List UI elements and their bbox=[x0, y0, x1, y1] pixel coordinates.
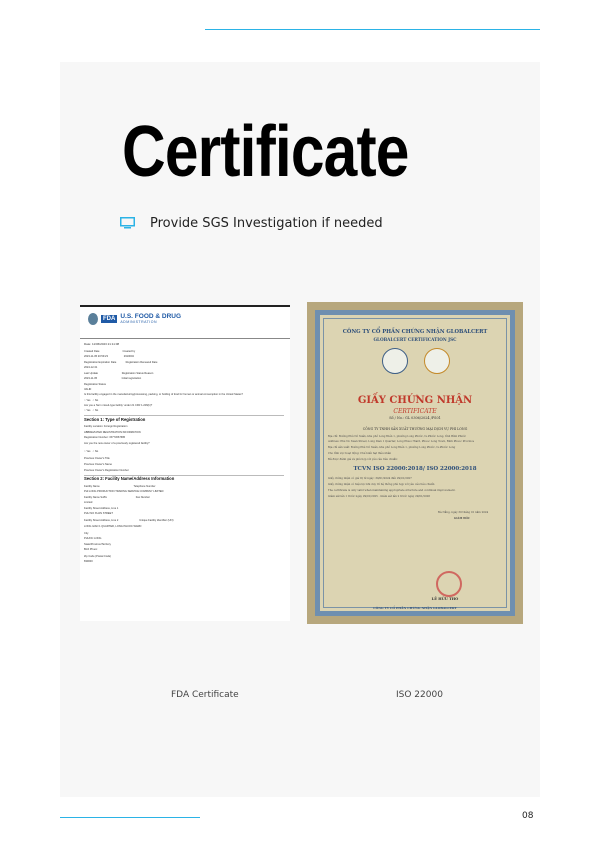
fda-line: Facility Street Address, Line 1 bbox=[84, 507, 119, 510]
iso-text-line: Đã được đánh giá và phù hợp với yêu cầu tiêu chuẩn: bbox=[328, 458, 398, 461]
iso-heading-en: CERTIFICATE bbox=[393, 408, 437, 415]
iso-text-line: The certificate is only valid when maintaining appropriate structure and continual improvement. bbox=[328, 489, 456, 492]
fda-line: Limited bbox=[84, 501, 93, 504]
fda-section-2: Section 2: Facility Name/Address Information bbox=[84, 476, 175, 481]
fda-line: Zip Code (Postal Code) bbox=[84, 555, 112, 558]
iso-text-line: Giấy chứng nhận có hiệu lực khi duy trì hệ thống phù hợp với yêu cầu tiêu chuẩn bbox=[328, 483, 435, 486]
iso-signer: LÊ HỮU THO bbox=[431, 597, 459, 601]
iso-text-line: Giám sát lần 1 trước ngày 29/01/2025 · Giám sát lần 2 trước ngày 29/01/2026 bbox=[328, 495, 431, 498]
fda-line: VALID bbox=[84, 388, 92, 391]
fda-section-1: Section 1: Type of Registration bbox=[84, 417, 146, 422]
fda-agency-name: U.S. FOOD & DRUG bbox=[120, 312, 182, 320]
fda-line: Facility Street Address, Line 2 Unique Facility Identifier (UFI) bbox=[84, 519, 174, 522]
iso-frame bbox=[315, 310, 515, 616]
fda-line: Previous Owner's Name bbox=[84, 463, 112, 466]
fda-caption: FDA Certificate bbox=[171, 690, 239, 700]
fda-line: 2024-12-31 bbox=[84, 366, 98, 369]
monitor-icon bbox=[120, 217, 135, 229]
iso-text-line: Địa chỉ sản xuất: Đường Phú Nô Xuân, khu phố Long Điền 1, phường Long Phước, tx.Phước Long bbox=[328, 446, 456, 449]
fda-top-border bbox=[80, 305, 290, 307]
fda-line: PHU NO XUAN STREET bbox=[84, 512, 113, 515]
iso-certificate-image bbox=[307, 302, 523, 624]
bottom-accent-line bbox=[60, 817, 200, 818]
iso-text-line: Địa chỉ: Đường Phú Nô Xuân, khu phố Long Điền 1, phường Long Phước, tx.Phước Long, tỉnh Bình Phước bbox=[328, 435, 467, 438]
hhs-seal-icon bbox=[88, 313, 98, 325]
top-accent-line bbox=[205, 29, 540, 30]
fda-line: Previous Owner's Title bbox=[84, 457, 110, 460]
fda-line: ○ Yes ○ No bbox=[84, 409, 99, 412]
fda-rule bbox=[80, 338, 290, 339]
fda-line: Last Update Registration Status Reason bbox=[84, 372, 154, 375]
fda-line: Are you the new owner of a previously registered facility? bbox=[84, 442, 150, 445]
fda-date: Date: 11/06/2023 21:11:08 bbox=[84, 342, 120, 346]
iso-company-en: GLOBALCERT CERTIFICATION JSC bbox=[373, 337, 457, 342]
fda-line: 2023-11-05 Initial registration bbox=[84, 377, 142, 380]
iso-text-line: GIÁM ĐỐC bbox=[454, 517, 470, 520]
iso-text-line: Cho lĩnh vực hoạt động: Chế biến hạt điều nhân bbox=[328, 452, 392, 455]
fda-line: State/Province/Territory bbox=[84, 543, 111, 546]
fda-line: PHUOC LONG bbox=[84, 537, 102, 540]
red-seal-stamp bbox=[436, 571, 462, 597]
iso-standard: TCVN ISO 22000:2018/ ISO 22000:2018 bbox=[353, 466, 477, 472]
fda-line: Facility Location: Foreign Registration bbox=[84, 425, 128, 428]
iso-inner-border bbox=[323, 318, 507, 608]
page-number: 08 bbox=[522, 811, 534, 821]
fda-line: Registration Expiration Date Registration Renewed Date bbox=[84, 361, 158, 364]
fda-badge: FDA bbox=[103, 316, 116, 322]
fda-city: Binh Phuoc bbox=[84, 548, 98, 551]
iso-footer: CÔNG TY CỔ PHẦN CHỨNG NHẬN GLOBALCERT bbox=[373, 606, 457, 610]
iso-company-vi: CÔNG TY CỔ PHẦN CHỨNG NHẬN GLOBALCERT bbox=[342, 329, 488, 335]
fda-line: Is this facility engaged in the manufacturing/processing, packing, or holding of food for human or animal consumption in the United States? bbox=[84, 393, 243, 396]
iso-text-line: Giấy chứng nhận có giá trị từ ngày: 30/01/2024 đến 29/01/2027 bbox=[328, 477, 412, 480]
fda-line: Registration Status bbox=[84, 383, 106, 386]
globalcert-logo-icon bbox=[424, 348, 450, 374]
fda-agency-sub: ADMINISTRATION bbox=[120, 320, 158, 325]
fda-line: Created Date Created by bbox=[84, 350, 136, 353]
fda-line: Facility Name Suffix Fax Number bbox=[84, 496, 150, 499]
fda-line: City bbox=[84, 532, 89, 535]
fda-line: Previous Owner's Registration Number bbox=[84, 469, 129, 472]
fda-line: 2023-11-05 20:59:23 2910004 bbox=[84, 355, 134, 358]
iso-text-line: Address: Phu No Xuan Street, Long Dien 1 Quarter, Long Phuoc Ward, Phuoc Long Town, Binh Phuoc Province bbox=[328, 440, 475, 443]
iso-cert-no: Số / No.: GL 0306/2024 /FS01 bbox=[389, 416, 441, 420]
fda-line: 830000 bbox=[84, 560, 93, 563]
iso-client: CÔNG TY TNHH SẢN XUẤT THƯƠNG MẠI DỊCH VỤ PHI LONG bbox=[362, 427, 468, 431]
fda-hr bbox=[84, 415, 284, 416]
iso-text-line: Đà Nẵng, ngày 30 tháng 01 năm 2024 bbox=[438, 511, 489, 514]
fda-facility-name: PHI LONG PRODUCTION TRADING SERVICE COMPANY LIMITED bbox=[84, 490, 164, 493]
fda-line: LONG GIAN 1 QUARTER, LONG PHUOC WARD bbox=[84, 525, 142, 528]
page-title: Certificate bbox=[122, 112, 409, 192]
iso-caption: ISO 22000 bbox=[396, 690, 443, 700]
fda-line: Facility Name Telephone Number bbox=[84, 485, 156, 488]
fda-line: ○ Yes ○ No bbox=[84, 399, 99, 402]
fda-logo bbox=[88, 313, 181, 325]
sgs-note: Provide SGS Investigation if needed bbox=[150, 216, 383, 231]
fda-line: Registration Number: 15773067686 bbox=[84, 436, 126, 439]
fda-certificate-image bbox=[80, 305, 290, 621]
iso-heading-vi: GIẤY CHỨNG NHẬN bbox=[357, 395, 473, 406]
fda-line: Are you a 'farm mixed-type facility' under 21 CFR 1.226(b)? bbox=[84, 404, 153, 407]
fda-line: ABBREVIATED REGISTRATION INFORMATION bbox=[84, 431, 141, 434]
fda-line: ○ Yes ○ No bbox=[84, 450, 99, 453]
vilas-logo-icon bbox=[382, 348, 408, 374]
